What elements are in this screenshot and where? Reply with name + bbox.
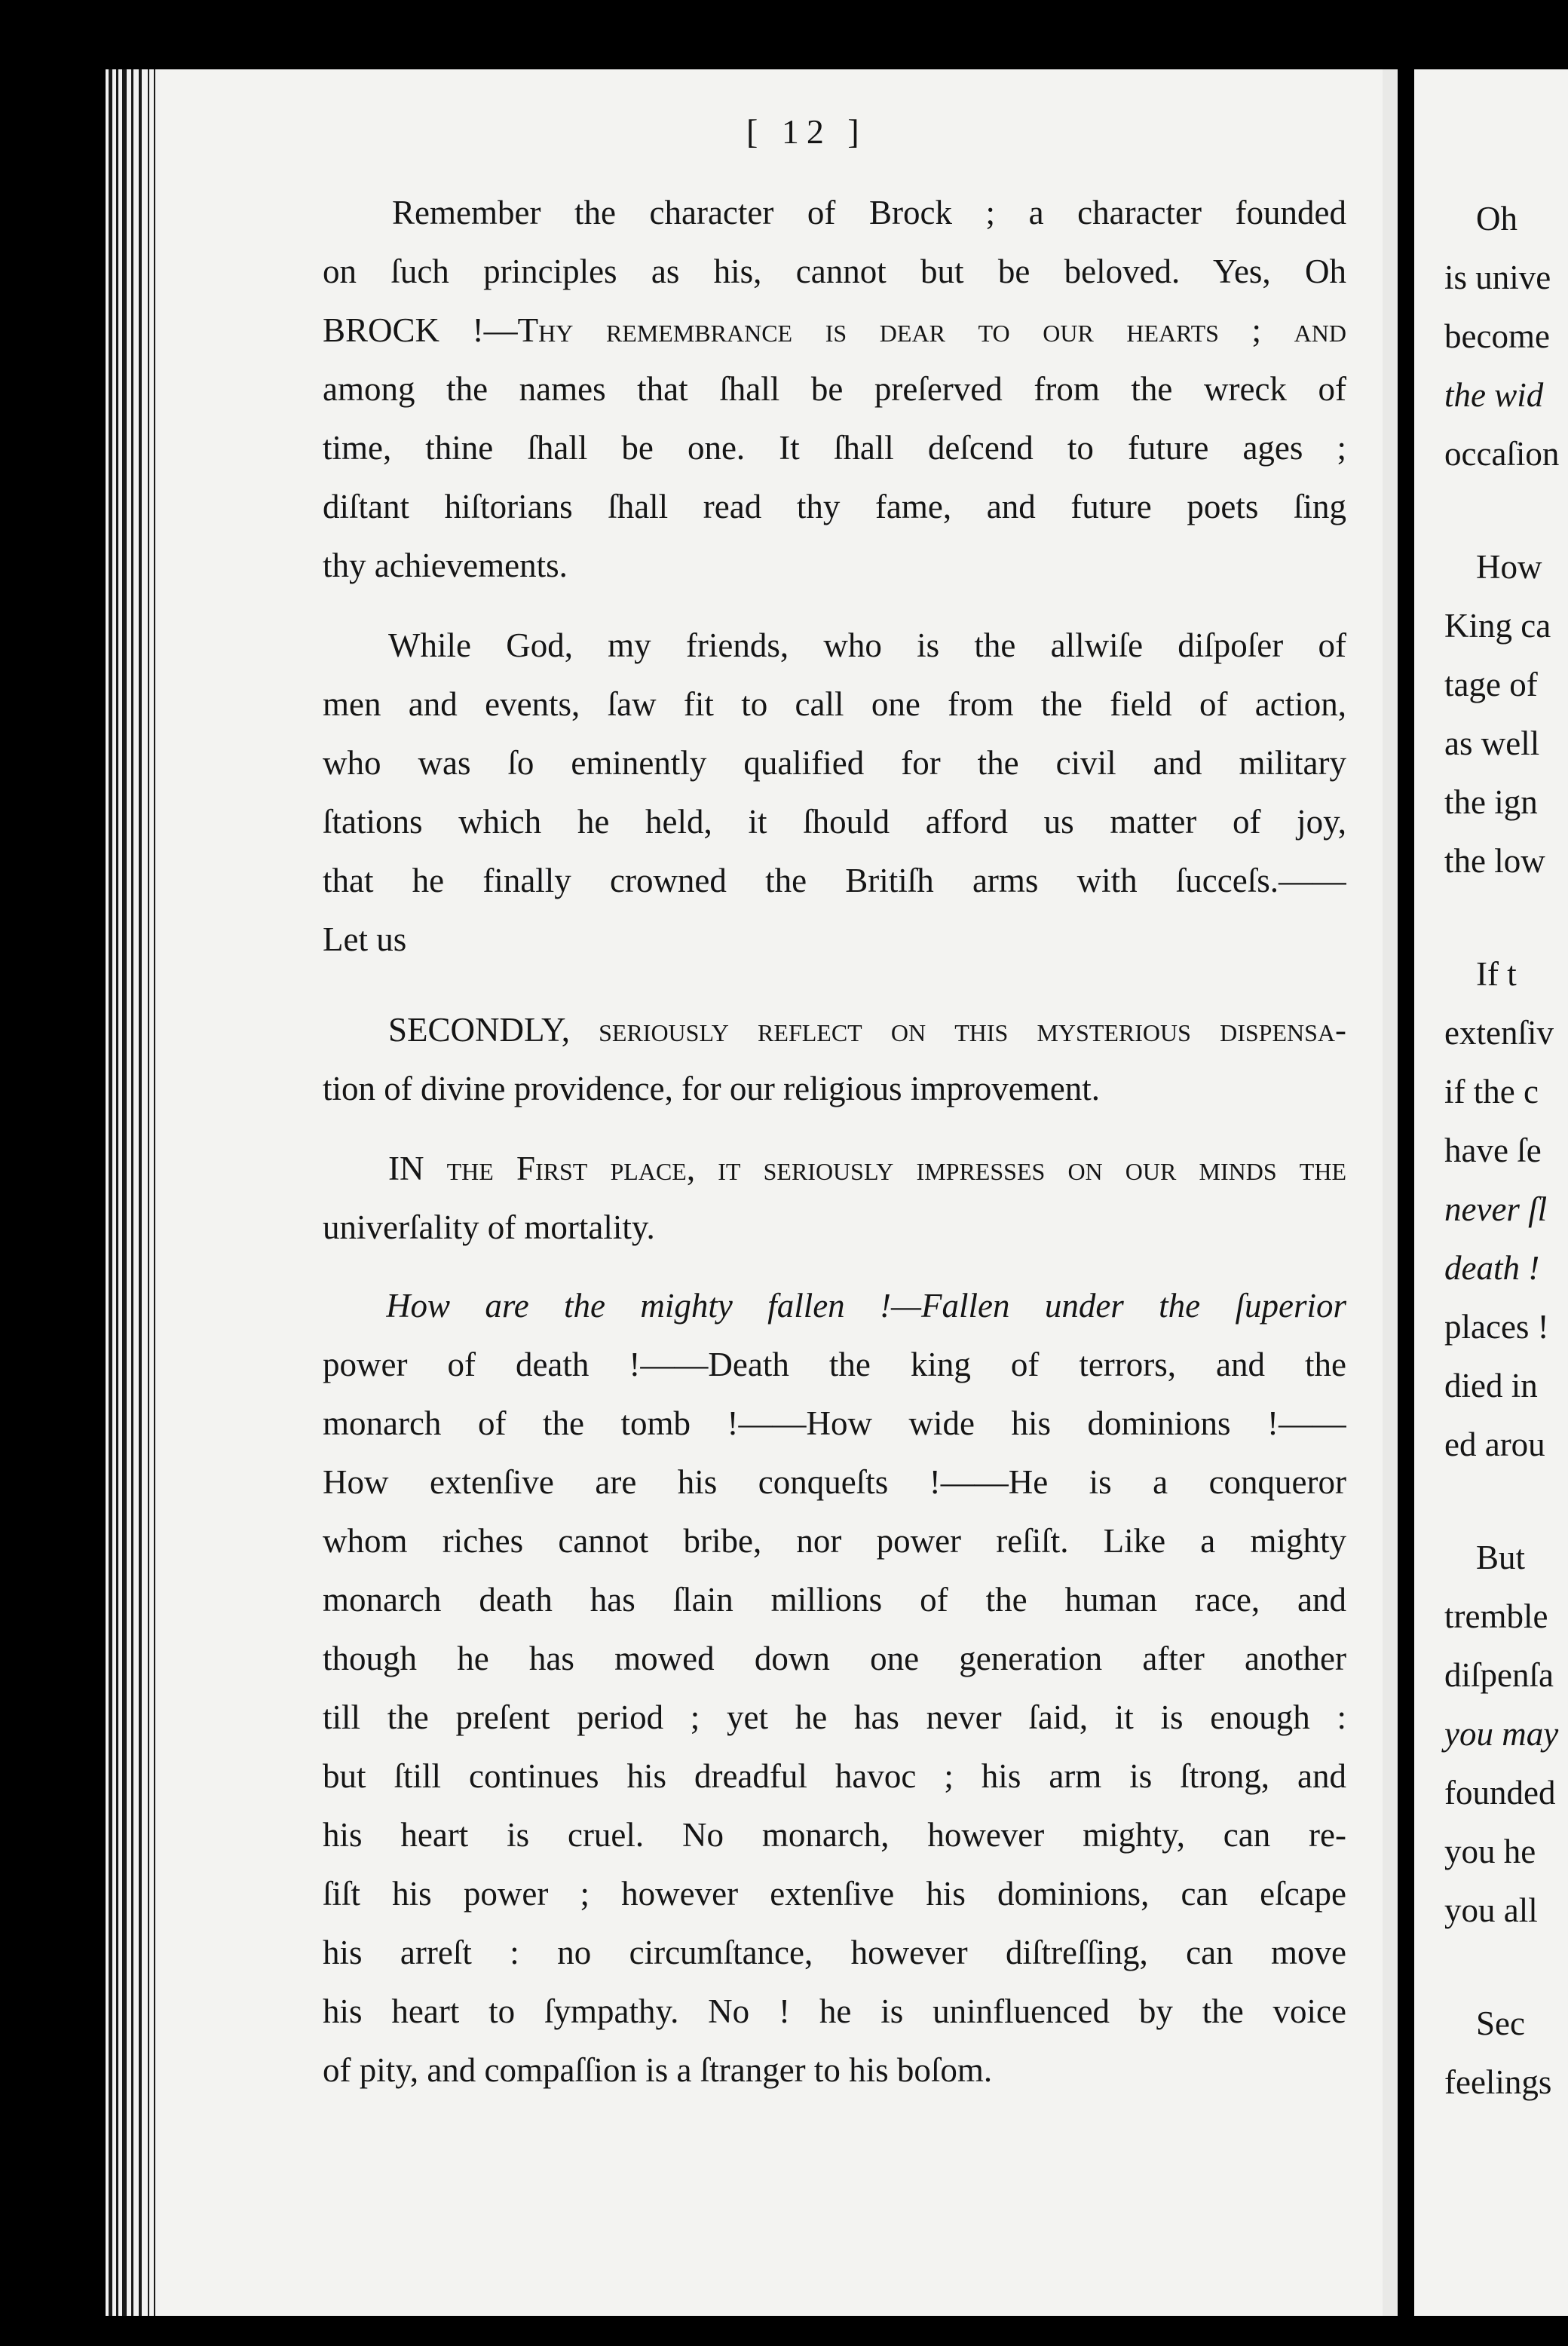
text-line: diſtant hiſtorians ſhall read thy fame, and future poets ſing xyxy=(323,488,1346,525)
binding-rule xyxy=(122,69,127,2316)
fragment-line: death ! xyxy=(1444,1249,1540,1287)
text-line: BROCK !—Thy remembrance is dear to our hearts ; and xyxy=(323,311,1346,349)
fragment-line: tremble xyxy=(1444,1597,1548,1635)
text-line: ſtations which he held, it ſhould afford us matter of joy, xyxy=(323,803,1346,841)
fragment-line: But xyxy=(1476,1539,1526,1576)
fragment-line: places ! xyxy=(1444,1308,1549,1346)
text-line: How are the mighty fallen !—Fallen under the ſuperior xyxy=(386,1287,1346,1325)
fragment-line: founded xyxy=(1444,1774,1556,1812)
fragment-line: never ſl xyxy=(1444,1190,1548,1228)
fragment-line: feelings xyxy=(1444,2063,1552,2101)
text-line: though he has mowed down one generation after another xyxy=(323,1640,1346,1677)
text-line: How extenſive are his conqueſts !——He is a conqueror xyxy=(323,1463,1346,1501)
fragment-line: have ſe xyxy=(1444,1132,1542,1169)
fragment-line: occaſion xyxy=(1444,435,1560,473)
page-number: [ 12 ] xyxy=(746,112,867,151)
binding-edge xyxy=(106,69,160,2316)
fragment-line: you all xyxy=(1444,1891,1538,1929)
fragment-line: ed arou xyxy=(1444,1426,1545,1463)
binding-rule xyxy=(139,69,142,2316)
binding-rule xyxy=(109,69,112,2316)
text-line: monarch of the tomb !——How wide his dominions !—— xyxy=(323,1404,1346,1442)
fragment-line: as well xyxy=(1444,724,1540,762)
text-line: IN the Firſt place, it ſeriouſly impreſſes on our minds the xyxy=(388,1150,1346,1187)
text-line: whom riches cannot bribe, nor power reſiſt. Like a mighty xyxy=(323,1522,1346,1560)
fragment-line: extenſiv xyxy=(1444,1014,1554,1052)
page-gutter xyxy=(1383,69,1398,2316)
text-line: his heart to ſympathy. No ! he is uninfluenced by the voice xyxy=(323,1992,1346,2030)
text-line: SECONDLY, ſeriouſly reflect on this myſterious diſpenſa- xyxy=(388,1011,1346,1049)
text-line: power of death !——Death the king of terrors, and the xyxy=(323,1346,1346,1383)
text-line: ſiſt his power ; however extenſive his dominions, can eſcape xyxy=(323,1875,1346,1913)
text-line: men and events, ſaw fit to call one from the field of action, xyxy=(323,685,1346,723)
fragment-line: tage of xyxy=(1444,666,1538,703)
fragment-line: is unive xyxy=(1444,259,1551,296)
fragment-line: become xyxy=(1444,317,1550,355)
text-line: but ſtill continues his dreadful havoc ; his arm is ſtrong, and xyxy=(323,1757,1346,1795)
fragment-line: you he xyxy=(1444,1833,1536,1870)
text-line: univerſality of mortality. xyxy=(323,1208,655,1246)
binding-rule xyxy=(154,69,155,2316)
fragment-line: died in xyxy=(1444,1367,1538,1404)
binding-rule xyxy=(116,69,118,2316)
fragment-line: the low xyxy=(1444,842,1545,880)
binding-rule xyxy=(131,69,133,2316)
text-line: on ſuch principles as his, cannot but be beloved. Yes, Oh xyxy=(323,253,1346,290)
text-line: among the names that ſhall be preſerved from the wreck of xyxy=(323,370,1346,408)
text-line: Remember the character of Brock ; a character founded xyxy=(392,194,1346,231)
text-line: that he finally crowned the Britiſh arms with ſucceſs.—— xyxy=(323,862,1346,899)
fragment-line: the wid xyxy=(1444,376,1544,414)
fragment-line: If t xyxy=(1476,955,1517,993)
text-line: who was ſo eminently qualified for the civil and military xyxy=(323,744,1346,782)
text-line: his heart is cruel. No monarch, however mighty, can re- xyxy=(323,1816,1346,1854)
text-line: tion of divine providence, for our religious improvement. xyxy=(323,1070,1101,1107)
fragment-line: you may xyxy=(1444,1715,1559,1753)
right-page-fragment xyxy=(1414,69,1568,2316)
text-line: time, thine ſhall be one. It ſhall deſcend to future ages ; xyxy=(323,429,1346,467)
text-line: monarch death has ſlain millions of the human race, and xyxy=(323,1581,1346,1619)
text-line: thy achievements. xyxy=(323,547,568,584)
fragment-line: diſpenſa xyxy=(1444,1656,1554,1694)
binding-rule xyxy=(148,69,149,2316)
fragment-line: King ca xyxy=(1444,607,1551,645)
text-line: While God, my friends, who is the allwiſe diſpoſer of xyxy=(388,626,1346,664)
text-line: Let us xyxy=(323,920,407,958)
text-line: his arreſt : no circumſtance, however diſtreſſing, can move xyxy=(323,1934,1346,1971)
fragment-line: How xyxy=(1476,548,1542,586)
fragment-line: the ign xyxy=(1444,783,1538,821)
text-line: till the preſent period ; yet he has never ſaid, it is enough : xyxy=(323,1698,1346,1736)
fragment-line: if the c xyxy=(1444,1073,1539,1110)
text-line: of pity, and compaſſion is a ſtranger to his boſom. xyxy=(323,2051,993,2089)
fragment-line: Oh xyxy=(1476,200,1517,237)
fragment-line: Sec xyxy=(1476,2005,1525,2042)
